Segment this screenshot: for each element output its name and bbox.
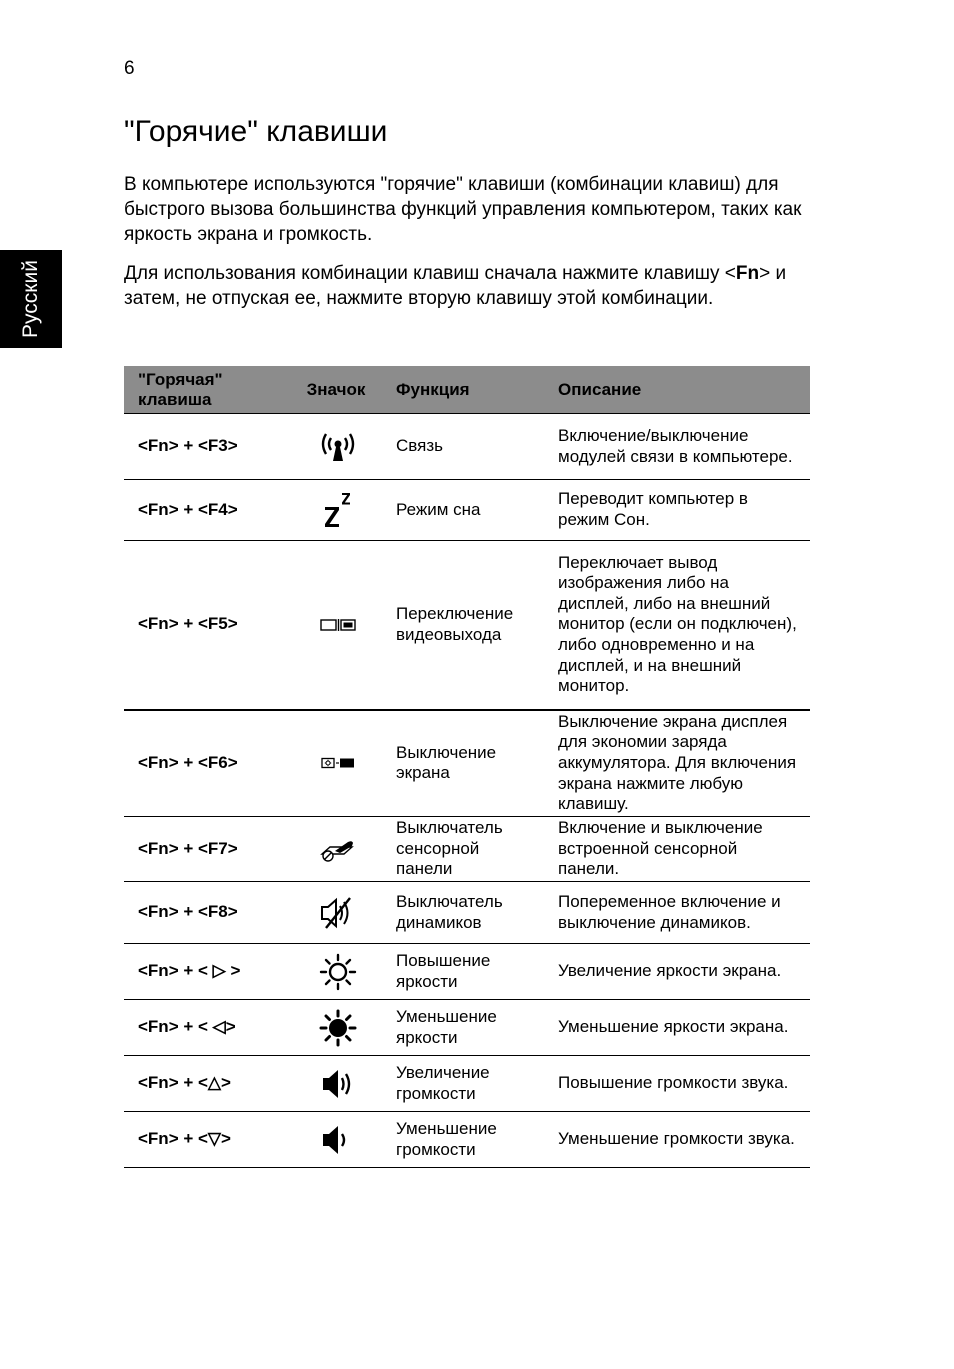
volume-down-icon xyxy=(318,1123,358,1157)
table-row xyxy=(124,1000,810,1056)
table-row xyxy=(124,414,810,480)
description-cell: Попеременное включение и выключение динамиков. xyxy=(548,882,810,944)
intro-paragraph: В компьютере используются "горячие" клавиши (комбинации клавиш) для быстрого вызова большинства функций управления компьютером, таких как яркость экрана и громкость. xyxy=(124,174,802,245)
table-row xyxy=(124,480,810,541)
function-cell: Переключение видеовыхода xyxy=(386,541,548,710)
hotkey-cell: <Fn> + < ◁> xyxy=(124,1000,290,1056)
function-cell: Уменьшение яркости xyxy=(386,1000,548,1056)
function-cell: Увеличение громкости xyxy=(386,1056,548,1112)
description-cell: Повышение громкости звука. xyxy=(548,1056,810,1112)
description-cell: Уменьшение яркости экрана. xyxy=(548,1000,810,1056)
function-cell: Уменьшение громкости xyxy=(386,1112,548,1168)
page-title: "Горячие" клавиши xyxy=(124,115,388,148)
description-cell: Включение и выключение встроенной сенсорной панели. xyxy=(548,817,810,882)
touchpad-toggle-icon xyxy=(318,836,358,862)
table-row xyxy=(124,541,810,710)
hotkey-cell: <Fn> + <▽> xyxy=(124,1112,290,1168)
hotkey-cell: <Fn> + <△> xyxy=(124,1056,290,1112)
screen-off-icon xyxy=(318,755,358,771)
header-icon: Значок xyxy=(290,366,386,414)
function-cell: Связь xyxy=(386,414,548,480)
function-cell: Выключатель сенсорной панели xyxy=(386,817,548,882)
brightness-down-icon xyxy=(318,1009,358,1047)
table-header-row xyxy=(124,366,810,414)
usage-text-after: > и затем, не отпуская ее, нажмите вторую клавишу этой комбинации. xyxy=(124,263,787,309)
hotkeys-table xyxy=(124,366,810,1168)
description-cell: Увеличение яркости экрана. xyxy=(548,944,810,1000)
fn-key-label: Fn xyxy=(735,263,760,284)
page-number: 6 xyxy=(124,58,135,79)
description-cell: Уменьшение громкости звука. xyxy=(548,1112,810,1168)
brightness-up-icon xyxy=(318,953,358,991)
display-toggle-icon xyxy=(318,617,358,633)
table-row xyxy=(124,944,810,1000)
header-hotkey: "Горячая" клавиша xyxy=(124,366,290,414)
hotkey-cell: <Fn> + <F3> xyxy=(124,414,290,480)
function-cell: Выключение экрана xyxy=(386,710,548,817)
table-row xyxy=(124,710,810,817)
table-row xyxy=(124,1112,810,1168)
function-cell: Выключатель динамиков xyxy=(386,882,548,944)
header-description: Описание xyxy=(548,366,810,414)
description-cell: Переводит компьютер в режим Сон. xyxy=(548,480,810,541)
function-cell: Повышение яркости xyxy=(386,944,548,1000)
table-row xyxy=(124,817,810,882)
hotkey-cell: <Fn> + <F7> xyxy=(124,817,290,882)
description-cell: Переключает вывод изображения либо на дисплей, либо на внешний монитор (если он подключен), либо одновременно и на дисплей, и на внешний монитор. xyxy=(548,541,810,710)
hotkey-cell: <Fn> + < ▷ > xyxy=(124,944,290,1000)
wireless-icon xyxy=(318,431,358,463)
description-cell: Включение/выключение модулей связи в компьютере. xyxy=(548,414,810,480)
hotkey-cell: <Fn> + <F5> xyxy=(124,541,290,710)
hotkey-cell: <Fn> + <F6> xyxy=(124,710,290,817)
language-side-tab xyxy=(0,250,62,348)
volume-up-icon xyxy=(318,1067,358,1101)
usage-text-before: Для использования комбинации клавиш сначала нажмите клавишу < xyxy=(124,263,736,284)
hotkey-cell: <Fn> + <F4> xyxy=(124,480,290,541)
language-label: Русский xyxy=(19,260,42,338)
sleep-icon xyxy=(318,490,358,530)
description-cell: Выключение экрана дисплея для экономии заряда аккумулятора. Для включения экрана нажмите любую клавишу. xyxy=(548,710,810,817)
table-row xyxy=(124,1056,810,1112)
function-cell: Режим сна xyxy=(386,480,548,541)
hotkey-cell: <Fn> + <F8> xyxy=(124,882,290,944)
table-row xyxy=(124,882,810,944)
header-function: Функция xyxy=(386,366,548,414)
usage-paragraph xyxy=(124,261,824,311)
speaker-mute-icon xyxy=(318,896,358,930)
